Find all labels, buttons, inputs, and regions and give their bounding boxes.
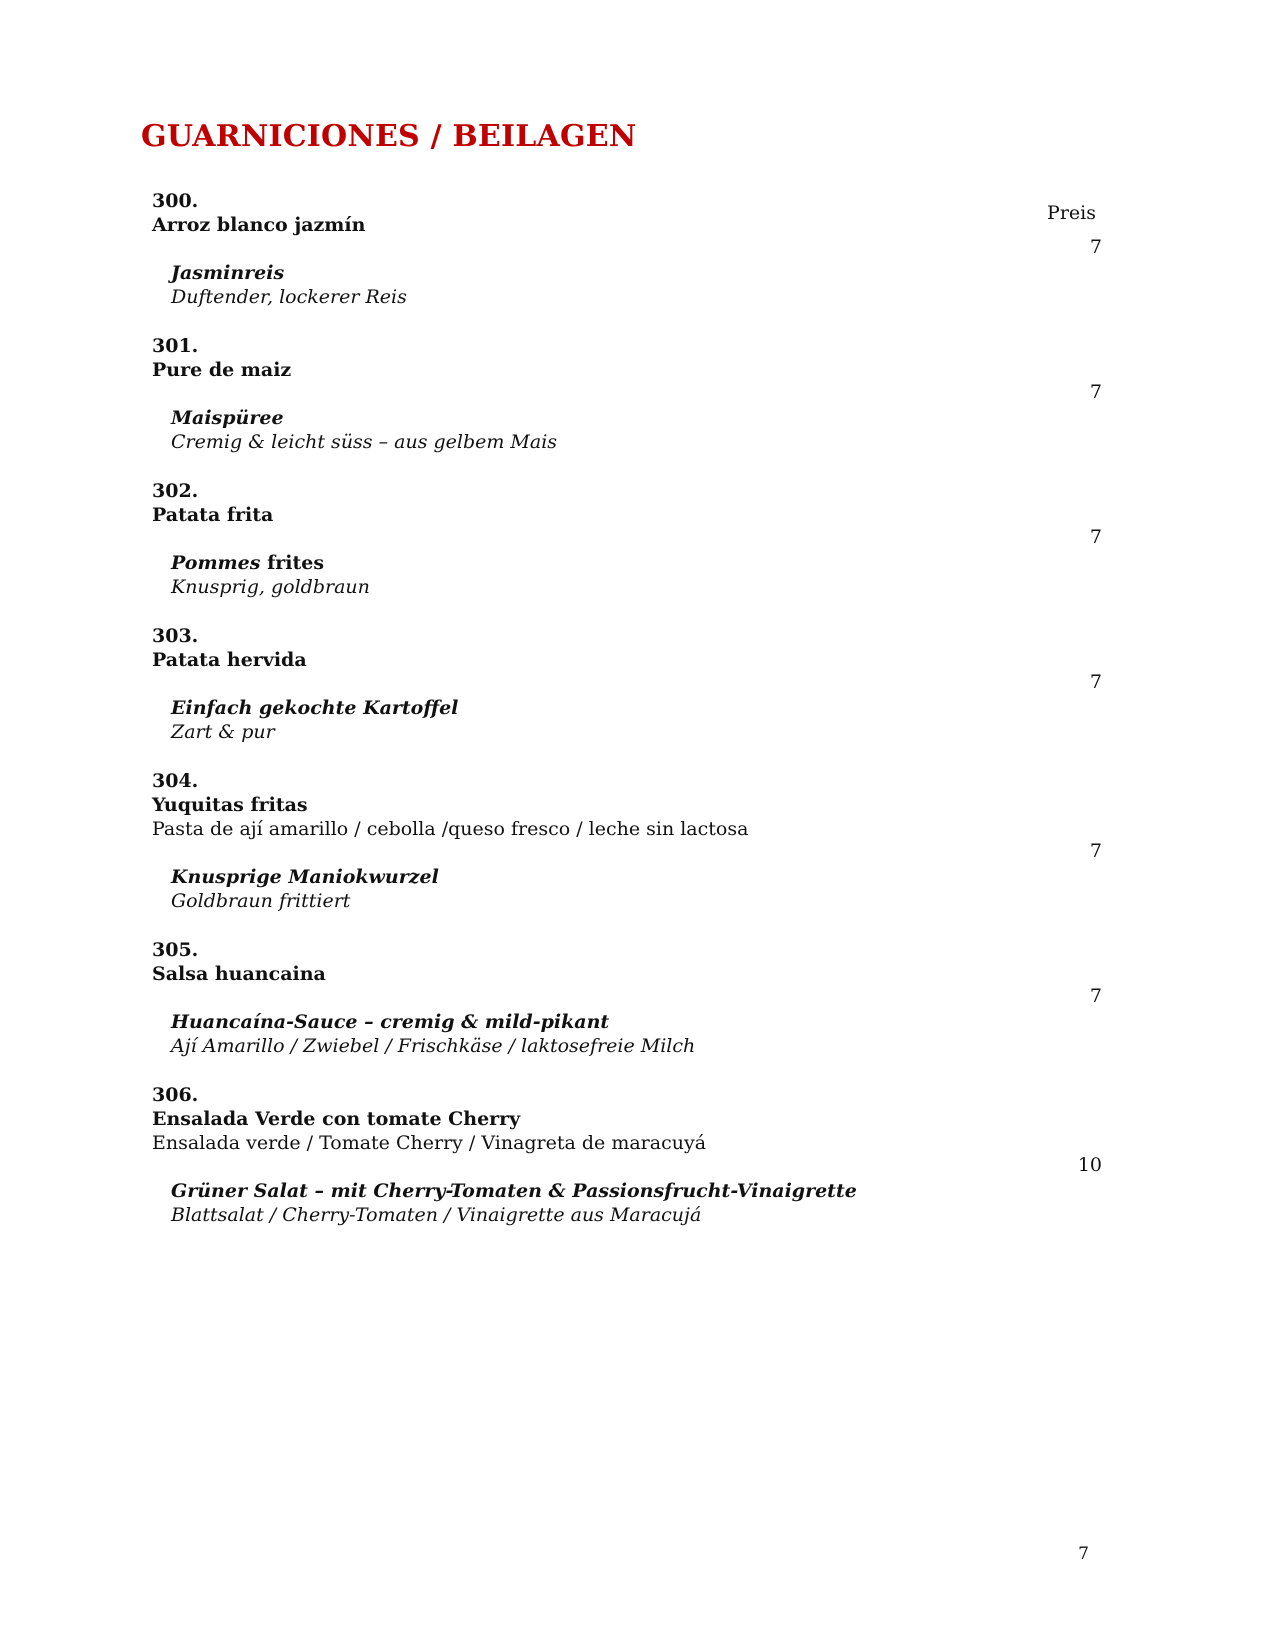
- item-number: 305.: [152, 939, 199, 961]
- item-name: Patata hervida: [152, 649, 307, 671]
- item-german: [171, 261, 1102, 309]
- item-price: 7: [1089, 985, 1102, 1007]
- item-german: [171, 1179, 1102, 1227]
- item-german-description: Ají Amarillo / Zwiebel / Frischkäse / laktosefreie Milch: [171, 1035, 696, 1057]
- item-price: 7: [1089, 381, 1102, 403]
- item-german-description: Duftender, lockerer Reis: [171, 286, 407, 308]
- item-name: Ensalada Verde con tomate Cherry: [152, 1108, 521, 1130]
- item-name: Arroz blanco jazmín: [152, 214, 366, 236]
- item-german-title: Einfach gekochte Kartoffel: [171, 697, 459, 719]
- item-german: [171, 1010, 1102, 1058]
- item-name: Patata frita: [152, 504, 274, 526]
- menu-item-301: [152, 334, 1102, 454]
- item-name: Pure de maiz: [152, 359, 292, 381]
- menu-item-305: [152, 938, 1102, 1058]
- item-number: 306.: [152, 1084, 199, 1106]
- menu-item-306: [152, 1083, 1102, 1227]
- item-german-title: Huancaína-Sauce – cremig & mild-pikant: [171, 1011, 610, 1033]
- item-german-title: Pommes frites: [171, 552, 325, 574]
- item-german-description: Blattsalat / Cherry-Tomaten / Vinaigrette aus Maracujá: [171, 1204, 702, 1226]
- menu-item-302: [152, 479, 1102, 599]
- item-number: 301.: [152, 335, 199, 357]
- menu-item-300: [152, 189, 1102, 309]
- item-price: 7: [1089, 671, 1102, 693]
- item-german-description: Goldbraun frittiert: [171, 890, 351, 912]
- item-name: Salsa huancaina: [152, 963, 326, 985]
- item-number: 304.: [152, 770, 199, 792]
- item-german-title: Maispüree: [171, 407, 284, 429]
- item-price: 7: [1089, 840, 1102, 862]
- page-title: GUARNICIONES / BEILAGEN: [141, 119, 637, 154]
- item-german: [171, 551, 1102, 599]
- menu-item-303: [152, 624, 1102, 744]
- item-german-description: Knusprig, goldbraun: [171, 576, 370, 598]
- item-description: Ensalada verde / Tomate Cherry / Vinagreta de maracuyá: [152, 1132, 707, 1154]
- item-number: 302.: [152, 480, 199, 502]
- item-german: [171, 696, 1102, 744]
- item-german-title: Grüner Salat – mit Cherry-Tomaten & Passionsfrucht-Vinaigrette: [171, 1180, 857, 1202]
- page-number: 7: [1078, 1544, 1089, 1564]
- item-german: [171, 406, 1102, 454]
- item-german: [171, 865, 1102, 913]
- item-german-description: Cremig & leicht süss – aus gelbem Mais: [171, 431, 558, 453]
- item-german-description: Zart & pur: [171, 721, 275, 743]
- item-price: 7: [1089, 526, 1102, 548]
- item-number: 300.: [152, 190, 199, 212]
- item-number: 303.: [152, 625, 199, 647]
- item-german-title: Knusprige Maniokwurzel: [171, 866, 439, 888]
- price-column-header: Preis: [1047, 202, 1096, 224]
- item-german-title: Jasminreis: [171, 262, 285, 284]
- item-name: Yuquitas fritas: [152, 794, 308, 816]
- menu-item-304: [152, 769, 1102, 913]
- item-description: Pasta de ají amarillo / cebolla /queso fresco / leche sin lactosa: [152, 818, 749, 840]
- item-price: 10: [1077, 1154, 1102, 1176]
- item-price: 7: [1089, 236, 1102, 258]
